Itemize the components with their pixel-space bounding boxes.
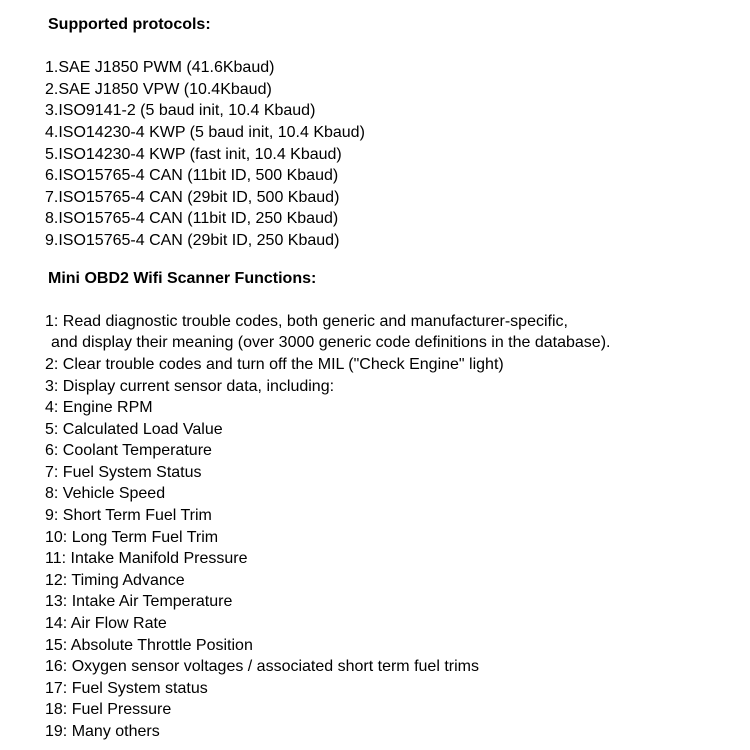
- list-item: 3: Display current sensor data, including:: [45, 377, 335, 395]
- list-item: 7.ISO15765-4 CAN (29bit ID, 500 Kbaud): [45, 188, 340, 206]
- list-item: 12: Timing Advance: [45, 571, 185, 589]
- blank-line: [45, 289, 736, 311]
- list-item: 5: Calculated Load Value: [45, 420, 223, 438]
- list-item: 4.ISO14230-4 KWP (5 baud init, 10.4 Kbaud): [45, 123, 365, 141]
- blank-line: [45, 36, 736, 58]
- list-item: 19: Many others: [45, 723, 160, 740]
- list-item: 9: Short Term Fuel Trim: [45, 507, 212, 525]
- protocols-heading: Supported protocols:: [48, 16, 211, 33]
- list-item: 2: Clear trouble codes and turn off the MIL ("Check Engine" light): [45, 355, 504, 373]
- list-item: 10: Long Term Fuel Trim: [45, 528, 219, 546]
- functions-list: [45, 311, 736, 743]
- list-item: 2.SAE J1850 VPW (10.4Kbaud): [45, 80, 272, 98]
- list-item: 4: Engine RPM: [45, 399, 153, 417]
- list-item: and display their meaning (over 3000 generic code definitions in the database).: [51, 334, 611, 352]
- list-item: 1: Read diagnostic trouble codes, both generic and manufacturer-specific,: [45, 312, 568, 330]
- list-item: 7: Fuel System Status: [45, 463, 202, 481]
- list-item: 8.ISO15765-4 CAN (11bit ID, 250 Kbaud): [45, 210, 339, 228]
- list-item: 6.ISO15765-4 CAN (11bit ID, 500 Kbaud): [45, 167, 339, 185]
- list-item: 9.ISO15765-4 CAN (29bit ID, 250 Kbaud): [45, 231, 340, 249]
- list-item: 15: Absolute Throttle Position: [45, 636, 253, 654]
- list-item: 13: Intake Air Temperature: [45, 593, 233, 611]
- list-item: 17: Fuel System status: [45, 679, 208, 697]
- list-item: 8: Vehicle Speed: [45, 485, 166, 503]
- list-item: 3.ISO9141-2 (5 baud init, 10.4 Kbaud): [45, 102, 316, 120]
- list-item: 16: Oxygen sensor voltages / associated short term fuel trims: [45, 658, 479, 676]
- list-item: 18: Fuel Pressure: [45, 701, 172, 719]
- list-item: 1.SAE J1850 PWM (41.6Kbaud): [45, 59, 275, 77]
- protocols-list: [45, 57, 736, 251]
- list-item: 14: Air Flow Rate: [45, 615, 167, 633]
- list-item: 5.ISO14230-4 KWP (fast init, 10.4 Kbaud): [45, 145, 342, 163]
- functions-heading: Mini OBD2 Wifi Scanner Functions:: [48, 269, 317, 287]
- list-item: 6: Coolant Temperature: [45, 442, 212, 460]
- list-item: 11: Intake Manifold Pressure: [45, 550, 248, 568]
